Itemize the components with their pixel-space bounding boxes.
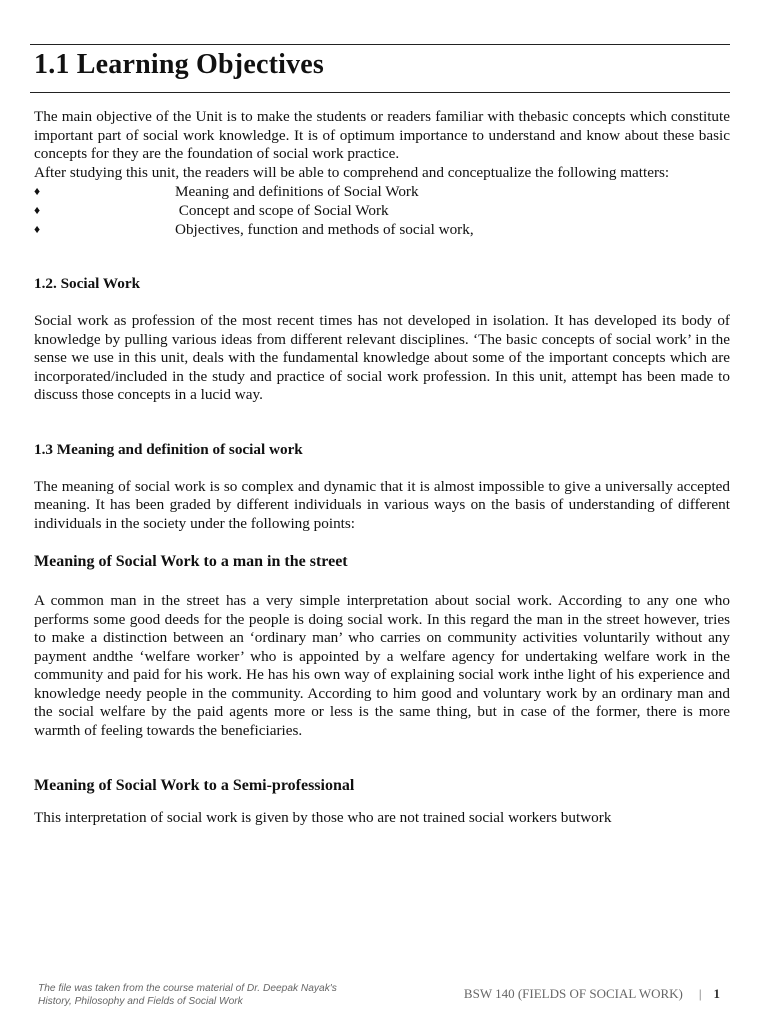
section-heading-semi-professional: Meaning of Social Work to a Semi-professional — [34, 776, 355, 794]
footer-separator: | — [698, 986, 702, 1001]
intro-paragraph: The main objective of the Unit is to make the students or readers familiar with thebasic concepts which constitute important part of social work knowledge. It is of optimum importance to understand and know about these basic concepts for they are the foundation of social work practice. — [34, 108, 730, 163]
title-underline — [30, 92, 730, 93]
meaning-paragraph: The meaning of social work is so complex and dynamic that it is almost impossible to give a universally accepted meaning. It has been graded by different individuals in various ways on the basis of understanding of different individuals in the society under the following points: — [34, 477, 730, 532]
diamond-bullet-icon: ♦ — [34, 222, 41, 237]
diamond-bullet-icon: ♦ — [34, 184, 41, 199]
diamond-bullet-icon: ♦ — [34, 203, 41, 218]
list-item — [34, 182, 730, 201]
footer-source-line: History, Philosophy and Fields of Social Work — [38, 995, 243, 1007]
footer-source-note — [38, 983, 368, 1008]
man-in-street-paragraph: A common man in the street has a very simple interpretation about social work. According to any one who performs some good deeds for the people is doing social work. In this regard the man in the street however, tries to make a distinction between an ‘ordinary man’ who carries on community activities voluntarily without any payment andthe ‘welfare worker’ who is appointed by a welfare agency for undertaking welfare work in the community and paid for his work. He has his own way of explaining social work inthe light of his experience and knowledge needy people in the community. According to him good and voluntary work by an ordinary man and the social welfare by the paid agents more or less is the same thing, but in case of the former, there is more warmth of feeling towards the beneficiaries. — [34, 591, 730, 740]
list-item-text: Objectives, function and methods of social work, — [175, 221, 474, 239]
footer-course-label: BSW 140 (FIELDS OF SOCIAL WORK) — [463, 986, 683, 1001]
semi-professional-paragraph: This interpretation of social work is given by those who are not trained social workers butwork — [34, 809, 612, 827]
objectives-list — [34, 182, 730, 239]
social-work-paragraph: Social work as profession of the most recent times has not developed in isolation. It has developed its body of knowledge by pulling various ideas from different relevant disciplines. ‘The basic concepts of social work’ in the sense we use in this unit, deals with the fundamental knowledge about some of the important concepts which are incorporated/included in the study and practice of social work profession. In this unit, attempt has been made to discuss those concepts in a lucid way. — [34, 311, 730, 404]
list-item — [34, 220, 730, 239]
top-rule — [30, 44, 730, 45]
list-item-text: Concept and scope of Social Work — [175, 202, 389, 220]
page-content — [34, 108, 730, 828]
footer-source-line: The file was taken from the course material of Dr. Deepak Nayak's — [38, 983, 337, 994]
intro-lead-in: After studying this unit, the readers will be able to comprehend and conceptualize the following matters: — [34, 163, 670, 181]
section-heading-man-in-street: Meaning of Social Work to a man in the street — [34, 553, 348, 571]
section-heading-social-work: 1.2. Social Work — [34, 275, 141, 293]
section-heading-meaning: 1.3 Meaning and definition of social work — [34, 440, 303, 458]
page-title: 1.1 Learning Objectives — [34, 49, 325, 80]
list-item-text: Meaning and definitions of Social Work — [175, 183, 419, 201]
page-number: 1 — [713, 986, 720, 1001]
footer-page-info — [464, 986, 720, 1002]
list-item — [34, 201, 730, 220]
